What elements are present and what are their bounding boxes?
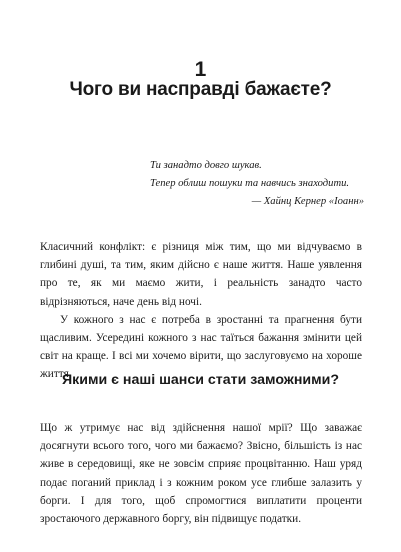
chapter-number: 1 <box>194 58 207 81</box>
paragraph-1: Класичний конфлікт: є різниця між тим, що ми відчуваємо в глибині душі, та тим, яким дійсно є наше життя. Наше уявлення про те, як ми маємо жити, і реальність занадто часто відрізняються, наче день від ночі. <box>40 241 362 308</box>
section-paragraph: Що ж утримує нас від здійснення нашої мрії? Що заважає досягнути всього того, чого ми бажаємо? Звісно, більшість із нас живе в середовищі, яке не зовсім сприяє процвітанню. Наш уряд подає поганий приклад і з кожним роком усе глибше залазить у борги. І для того, щоб спромогтися виплатити проценти зростаючого державного боргу, він підвищує податки. <box>40 422 362 526</box>
epigraph <box>150 157 364 211</box>
intro-text <box>40 238 362 384</box>
epigraph-line-2: Тепер облиш пошуки та навчись знаходити. <box>150 178 350 189</box>
epigraph-line-1: Ти занадто довго шукав. <box>150 160 262 171</box>
section-heading: Якими є наші шанси стати заможними? <box>61 372 340 388</box>
section-text <box>40 419 362 528</box>
epigraph-attribution: — Хайнц Кернер «Іоанн» <box>251 196 364 207</box>
chapter-title: Чого ви насправді бажаєте? <box>69 79 332 100</box>
paragraph-2: У кожного з нас є потреба в зростанні та прагнення бути щасливим. Усередині кожного з нас таїться бажання змінити цей світ на краще. І всі ми хочемо вірити, що заслуговуємо на хороше життя. <box>40 313 362 381</box>
